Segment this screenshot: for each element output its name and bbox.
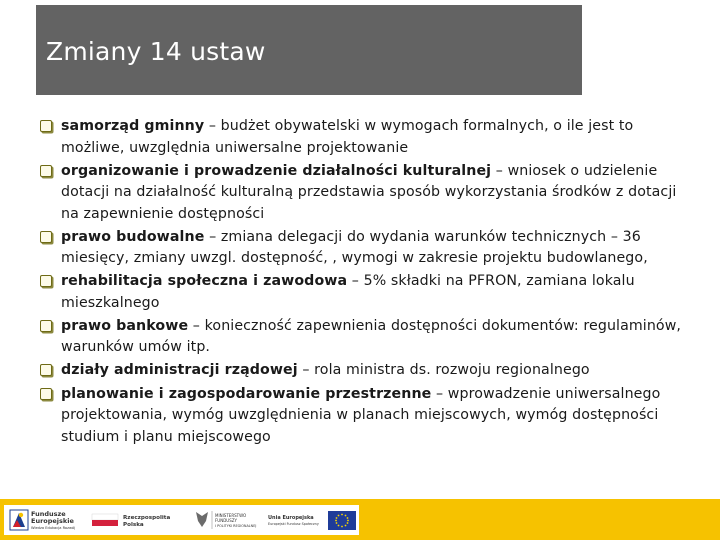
bullet-text: – wprowadzenie uniwersalnego projektowania, wymóg uwzględnienia w planach miejscowych, wymóg dostępności studium i planu miejscowego	[61, 385, 661, 445]
bullet-text: – budżet obywatelski w wymogach formalnych, o ile jest to możliwe, uwzględnia uniwersalne projektowanie	[61, 118, 634, 156]
rzeczpospolita-polska-logo	[90, 505, 180, 535]
checkbox-bullet-icon	[40, 165, 52, 177]
changes-list	[40, 116, 690, 450]
list-item	[40, 161, 690, 226]
list-item	[40, 227, 690, 270]
bullet-term: rehabilitacja społeczna i zawodowa	[61, 273, 348, 290]
checkbox-bullet-icon	[40, 320, 52, 332]
eu-logo-strip	[4, 505, 359, 535]
list-item	[40, 384, 690, 449]
rp-logo-line1: Rzeczpospolita	[123, 515, 171, 521]
checkbox-bullet-icon	[40, 364, 52, 376]
unia-europejska-logo	[266, 505, 359, 535]
bullet-term: prawo budowalne	[61, 228, 205, 245]
fe-logo-line3: Wiedza Edukacja Rozwój	[31, 526, 76, 530]
min-logo-line3: I POLITYKI REGIONALNEJ	[215, 524, 257, 528]
checkbox-bullet-icon	[40, 275, 52, 287]
checkbox-bullet-icon	[40, 120, 52, 132]
list-item	[40, 271, 690, 314]
list-item	[40, 316, 690, 359]
bullet-term: działy administracji rządowej	[61, 362, 298, 379]
bullet-text: – zmiana delegacji do wydania warunków technicznych – 36 miesięcy, zmiany uwzgl. dostępność, , wymogi w zakresie projektu budowlanego,	[61, 228, 648, 267]
rp-logo-line2: Polska	[123, 522, 144, 528]
ue-logo-line1: Unia Europejska	[268, 515, 314, 521]
bullet-text: – konieczność zapewnienia dostępności dokumentów: regulaminów, warunków umów itp.	[61, 317, 682, 356]
bullet-term: planowanie i zagospodarowanie przestrzenne	[61, 385, 432, 402]
ue-logo-line2: Europejski Fundusz Społeczny	[268, 522, 319, 526]
min-logo-line1: MINISTERSTWO	[215, 513, 247, 518]
bullet-text: – rola ministra ds. rozwoju regionalnego	[297, 362, 590, 379]
list-item	[40, 360, 690, 382]
fe-logo-line2: Europejskie	[31, 517, 74, 525]
ministerstwo-logo	[190, 505, 266, 535]
bullet-text: – 5% składki na PFRON, zamiana lokalu mieszkalnego	[61, 273, 635, 311]
bullet-term: prawo bankowe	[61, 317, 189, 334]
bullet-term: samorząd gminny	[61, 118, 205, 134]
slide-title: Zmiany 14 ustaw	[46, 37, 266, 66]
bullet-term: organizowanie i prowadzenie działalności kulturalnej	[61, 162, 492, 179]
list-item	[40, 116, 690, 159]
fe-logo-line1: Fundusze	[31, 510, 66, 518]
fundusze-europejskie-logo	[7, 505, 82, 535]
checkbox-bullet-icon	[40, 231, 52, 243]
title-banner	[36, 5, 582, 95]
bullet-text: – wniosek o udzielenie dotacji na działalność kulturalną przedstawia sposób wykorzystania środków z dotacji na zapewnienie dostępności	[61, 162, 677, 222]
checkbox-bullet-icon	[40, 388, 52, 400]
min-logo-line2: FUNDUSZY	[215, 518, 237, 523]
